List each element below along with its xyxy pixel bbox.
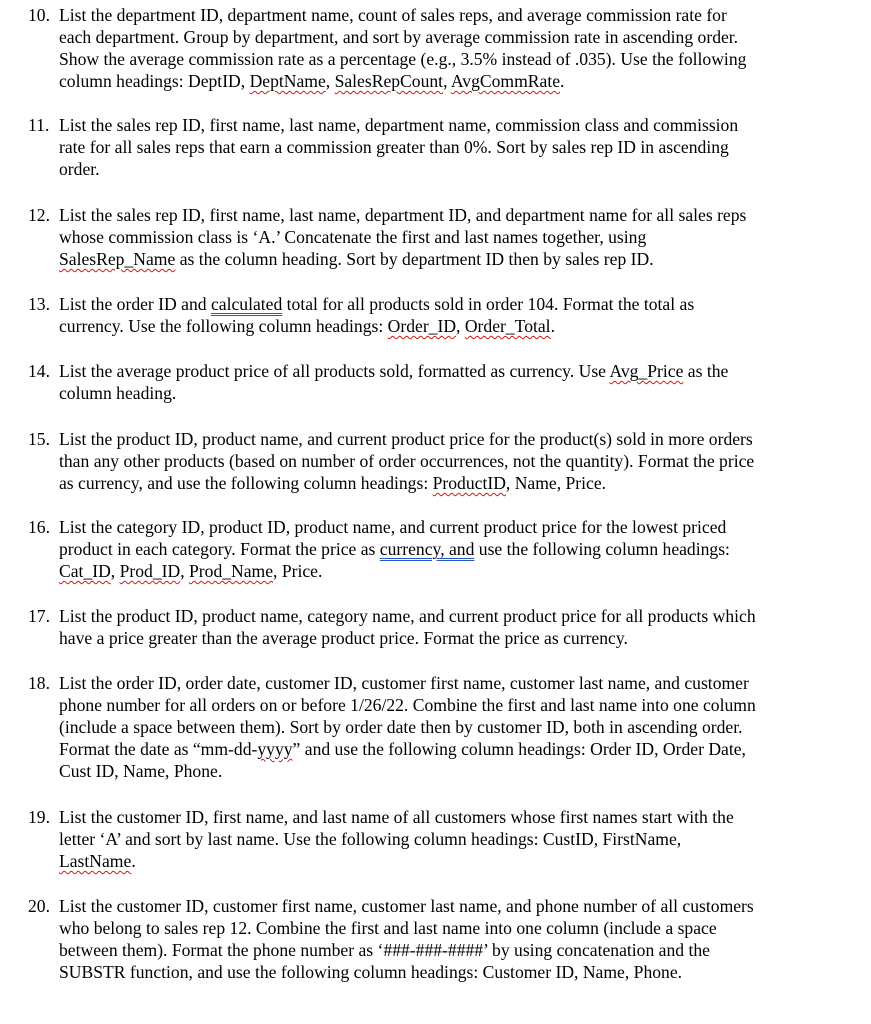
text-line	[59, 450, 858, 472]
item-number: 13.	[28, 294, 50, 314]
text-line	[59, 560, 858, 582]
text-line	[59, 760, 858, 782]
text-run: List the average product price of all products sold, formatted as currency. Use	[59, 361, 610, 381]
spelling-flagged-word[interactable]: yyyy	[257, 739, 293, 759]
list-item	[22, 806, 858, 872]
text-line	[59, 538, 858, 560]
item-text	[59, 516, 858, 582]
list-item	[22, 4, 858, 92]
item-text	[59, 360, 858, 404]
spelling-flagged-word[interactable]: Avg_Price	[609, 361, 684, 381]
text-line	[59, 382, 858, 404]
item-text	[59, 293, 858, 337]
item-number: 19.	[28, 807, 50, 827]
item-number: 20.	[28, 896, 50, 916]
text-line	[59, 694, 858, 716]
text-run: SUBSTR function, and use the following column headings: Customer ID, Name, Phone.	[59, 962, 683, 982]
text-run: List the order ID and	[59, 294, 211, 314]
text-run: column heading.	[59, 383, 177, 403]
text-line	[59, 360, 858, 382]
text-line	[59, 315, 858, 337]
text-run: currency. Use the following column headings:	[59, 316, 388, 336]
text-line	[59, 136, 858, 158]
spelling-flagged-word[interactable]: DeptName	[249, 71, 326, 91]
grammar-flagged-word[interactable]: currency, and	[379, 539, 475, 559]
text-run: phone number for all orders on or before 1/26/22. Combine the first and last name into one column	[59, 695, 756, 715]
item-text	[59, 672, 858, 782]
text-line	[59, 627, 858, 649]
text-run: total for all products sold in order 104. Format the total as	[282, 294, 695, 314]
item-text	[59, 428, 858, 494]
text-run: as the column heading. Sort by department ID then by sales rep ID.	[175, 249, 654, 269]
text-run: List the sales rep ID, first name, last name, department name, commission class and commission	[59, 115, 739, 135]
text-run: column headings: DeptID,	[59, 71, 250, 91]
spelling-flagged-word[interactable]: Prod_Name	[189, 561, 274, 581]
text-run: (include a space between them). Sort by order date then by customer ID, both in ascending order.	[59, 717, 743, 737]
text-run: as currency, and use the following column headings:	[59, 473, 433, 493]
text-line	[59, 516, 858, 538]
item-number: 11.	[28, 115, 50, 135]
item-number: 14.	[28, 361, 50, 381]
text-line	[59, 472, 858, 494]
text-run: ,	[110, 561, 120, 581]
item-number: 18.	[28, 673, 50, 693]
item-text	[59, 895, 858, 983]
text-line	[59, 293, 858, 315]
text-run: List the department ID, department name, count of sales reps, and average commission rate for	[59, 5, 727, 25]
text-line	[59, 70, 858, 92]
item-number: 12.	[28, 205, 50, 225]
text-run: as the	[683, 361, 729, 381]
text-run: Show the average commission rate as a percentage (e.g., 3.5% instead of .035). Use the following	[59, 49, 747, 69]
text-line	[59, 895, 858, 917]
item-number: 10.	[28, 5, 50, 25]
text-run: letter ‘A’ and sort by last name. Use the following column headings: CustID, FirstName,	[59, 829, 682, 849]
text-line	[59, 4, 858, 26]
text-run: ,	[180, 561, 189, 581]
spelling-flagged-word[interactable]: Cat_ID	[59, 561, 111, 581]
text-run: use the following column headings:	[474, 539, 730, 559]
text-run: ” and use the following column headings: Order ID, Order Date,	[292, 739, 746, 759]
text-run: .	[560, 71, 565, 91]
text-line	[59, 158, 858, 180]
text-line	[59, 961, 858, 983]
text-run: ,	[325, 71, 335, 91]
list-item	[22, 428, 858, 494]
text-run: Format the date as “mm-dd-	[59, 739, 258, 759]
text-run: have a price greater than the average product price. Format the price as currency.	[59, 628, 628, 648]
text-line	[59, 428, 858, 450]
item-number: 16.	[28, 517, 50, 537]
text-run: between them). Format the phone number as ‘###-###-####’ by using concatenation and the	[59, 940, 710, 960]
text-line	[59, 226, 858, 248]
text-line	[59, 828, 858, 850]
list-item	[22, 672, 858, 782]
text-run: rate for all sales reps that earn a commission greater than 0%. Sort by sales rep ID in ascending	[59, 137, 729, 157]
text-run: List the sales rep ID, first name, last name, department ID, and department name for all sales reps	[59, 205, 747, 225]
spelling-flagged-word[interactable]: Prod_ID	[119, 561, 181, 581]
list-item	[22, 605, 858, 649]
text-line	[59, 738, 858, 760]
text-line	[59, 716, 858, 738]
text-run: ,	[443, 71, 451, 91]
text-run: than any other products (based on number of order occurrences, not the quantity). Format the price	[59, 451, 755, 471]
item-text	[59, 806, 858, 872]
text-line	[59, 672, 858, 694]
text-run: who belong to sales rep 12. Combine the first and last name into one column (include a space	[59, 918, 717, 938]
spelling-flagged-word[interactable]: Order_ID	[387, 316, 457, 336]
text-run: List the product ID, product name, and current product price for the product(s) sold in more orders	[59, 429, 753, 449]
text-run: Cust ID, Name, Phone.	[59, 761, 223, 781]
item-text	[59, 4, 858, 92]
item-text	[59, 114, 858, 180]
text-run: each department. Group by department, and sort by average commission rate in ascending order.	[59, 27, 739, 47]
text-line	[59, 204, 858, 226]
text-line	[59, 248, 858, 270]
list-item	[22, 114, 858, 180]
item-text	[59, 204, 858, 270]
list-item	[22, 293, 858, 337]
text-line	[59, 917, 858, 939]
spelling-flagged-word[interactable]: ProductID	[432, 473, 506, 493]
list-item	[22, 360, 858, 404]
text-run: List the product ID, product name, category name, and current product price for all products which	[59, 606, 756, 626]
text-run: ,	[456, 316, 465, 336]
text-run: whose commission class is ‘A.’ Concatenate the first and last names together, using	[59, 227, 647, 247]
text-run: .	[131, 851, 136, 871]
list-item	[22, 204, 858, 270]
item-number: 15.	[28, 429, 50, 449]
text-run: , Name, Price.	[505, 473, 607, 493]
text-line	[59, 939, 858, 961]
text-line	[59, 850, 858, 872]
list-item	[22, 516, 858, 582]
spelling-flagged-word[interactable]: AvgCommRate	[450, 71, 561, 91]
text-run: .	[550, 316, 555, 336]
text-line	[59, 806, 858, 828]
text-run: product in each category. Format the price as	[59, 539, 380, 559]
text-line	[59, 605, 858, 627]
spelling-flagged-word[interactable]: Order_Total	[464, 316, 551, 336]
list-item	[22, 895, 858, 983]
text-run: , Price.	[273, 561, 323, 581]
grammar-flagged-word[interactable]: calculated	[210, 294, 283, 314]
text-line	[59, 48, 858, 70]
spelling-flagged-word[interactable]: SalesRep_Name	[59, 249, 176, 269]
text-line	[59, 26, 858, 48]
item-number: 17.	[28, 606, 50, 626]
text-line	[59, 114, 858, 136]
text-run: order.	[59, 159, 100, 179]
text-run: List the category ID, product ID, product name, and current product price for the lowest priced	[59, 517, 727, 537]
spelling-flagged-word[interactable]: LastName	[59, 851, 132, 871]
text-run: List the customer ID, first name, and last name of all customers whose first names start with the	[59, 807, 734, 827]
spelling-flagged-word[interactable]: SalesRepCount	[334, 71, 444, 91]
item-text	[59, 605, 858, 649]
text-run: List the customer ID, customer first name, customer last name, and phone number of all customers	[59, 896, 754, 916]
text-run: List the order ID, order date, customer ID, customer first name, customer last name, and customer	[59, 673, 749, 693]
